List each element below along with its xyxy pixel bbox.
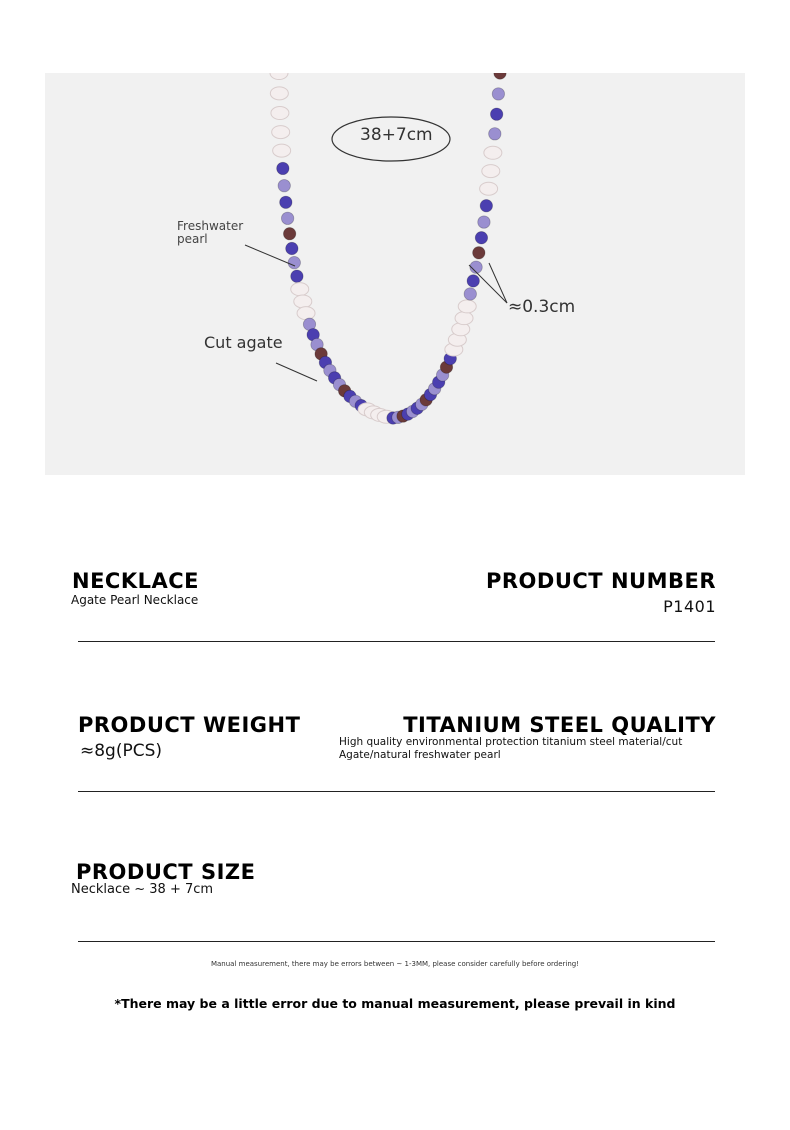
- agate-bead: [475, 232, 487, 244]
- titanium-heading: TITANIUM STEEL QUALITY: [403, 713, 716, 737]
- agate-bead: [464, 288, 476, 300]
- agate-bead: [473, 247, 485, 259]
- pearl-bead: [271, 107, 289, 120]
- pearl-bead: [294, 295, 312, 308]
- divider: [78, 641, 715, 642]
- agate-bead: [467, 275, 479, 287]
- titanium-desc-line2: Agate/natural freshwater pearl: [339, 749, 501, 761]
- agate-bead: [286, 242, 298, 254]
- product-photo: [45, 73, 745, 475]
- freshwater-pearl-label: [177, 220, 243, 246]
- agate-bead: [492, 88, 504, 100]
- divider: [78, 941, 715, 942]
- product-size-heading: PRODUCT SIZE: [76, 860, 256, 884]
- pearl-bead: [484, 146, 502, 159]
- cut-agate-label: Cut agate: [204, 333, 283, 352]
- product-number-heading: PRODUCT NUMBER: [486, 569, 716, 593]
- agate-bead: [291, 270, 303, 282]
- product-weight-heading: PRODUCT WEIGHT: [78, 713, 301, 737]
- measurement-note: *There may be a little error due to manual measurement, please prevail in kind: [114, 996, 676, 1011]
- pearl-bead: [272, 126, 290, 139]
- product-size-value: Necklace ~ 38 + 7cm: [71, 882, 214, 897]
- pearl-bead: [273, 144, 291, 157]
- titanium-desc-line1: High quality environmental protection titanium steel material/cut: [339, 736, 683, 748]
- measurement-note-small: Manual measurement, there may be errors between ~ 1-3MM, please consider carefully before ordering!: [210, 960, 580, 968]
- agate-bead: [480, 200, 492, 212]
- pearl-bead: [297, 307, 315, 320]
- pearl-bead: [270, 87, 288, 100]
- agate-bead: [280, 196, 292, 208]
- agate-bead: [489, 128, 501, 140]
- divider: [78, 791, 715, 792]
- pearl-bead: [480, 182, 498, 195]
- freshwater-label-line2: pearl: [177, 232, 208, 246]
- cut-agate-pointer-line: [276, 363, 317, 381]
- necklace-subtitle: Agate Pearl Necklace: [71, 593, 199, 607]
- agate-bead: [490, 108, 502, 120]
- pearl-bead: [291, 283, 309, 296]
- agate-bead: [288, 256, 300, 268]
- necklace-heading: NECKLACE: [72, 569, 199, 593]
- agate-bead: [281, 212, 293, 224]
- pearl-bead: [455, 312, 473, 325]
- agate-bead: [478, 216, 490, 228]
- freshwater-label-line1: Freshwater: [177, 219, 244, 233]
- pearl-bead: [458, 300, 476, 313]
- agate-bead: [283, 228, 295, 240]
- bead-size-label: ≈0.3cm: [508, 297, 576, 317]
- agate-bead: [277, 162, 289, 174]
- product-weight-value: ≈8g(PCS): [80, 741, 163, 761]
- product-number-value: P1401: [663, 597, 716, 616]
- agate-bead: [494, 73, 506, 79]
- bead-size-pointer-line: [489, 263, 507, 303]
- pearl-bead: [482, 165, 500, 178]
- agate-bead: [278, 179, 290, 191]
- pearl-bead: [270, 73, 288, 80]
- length-label: 38+7cm: [360, 125, 433, 145]
